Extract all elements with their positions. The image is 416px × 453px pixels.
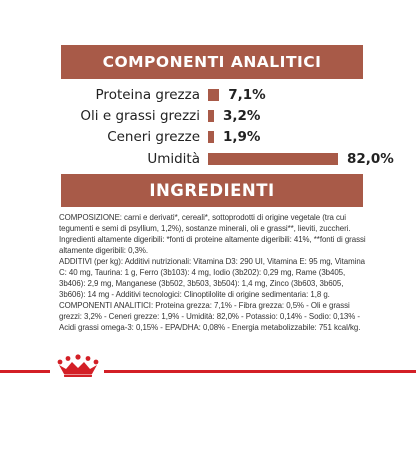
- analytic-row-label: Oli e grassi grezzi: [80, 108, 200, 124]
- analytic-row-bar: [208, 89, 219, 101]
- footer-line-right: [104, 370, 416, 373]
- analytic-row-label: Ceneri grezze: [107, 129, 200, 145]
- analytic-row: [0, 105, 416, 127]
- ingredients-text: [59, 212, 371, 333]
- analytic-row-value: 1,9%: [223, 129, 261, 145]
- analytic-row-value: 82,0%: [347, 151, 394, 167]
- analytic-row-value: 3,2%: [223, 108, 261, 124]
- crown-icon: [55, 354, 101, 378]
- analytic-row: [0, 126, 416, 148]
- analytic-row: [0, 148, 416, 170]
- additives-paragraph: ADDITIVI (per kg): Additivi nutrizionali: Vitamina D3: 290 UI, Vitamina E: 95 mg, Vitamina C: 40 mg, Taurina: 1 g, Ferro (3b103): 4 mg, Iodio (3b202): 0,29 mg, Rame (3b405, 3b406): 2,9 mg, Manganese (3b502, 3b503, 3b504): 1,4 mg, Zinco (3b603, 3b605, 3b606): 14 mg - Additivi tecnologici: Clinoptilolite di origine sedimentaria: 1,8 g.: [59, 257, 366, 299]
- ingredients-banner: INGREDIENTI: [61, 174, 363, 207]
- analytic-row: [0, 84, 416, 106]
- footer-line-left: [0, 370, 50, 373]
- analytic-row-label: Umidità: [147, 151, 200, 167]
- analytic-row-label: Proteina grezza: [95, 87, 200, 103]
- analytic-row-bar: [208, 110, 214, 122]
- analytic-row-bar: [208, 153, 338, 165]
- analytic-components-paragraph: COMPONENTI ANALITICI: Proteina grezza: 7,1% - Fibra grezza: 0,5% - Oli e grassi grezzi: 3,2% - Ceneri grezze: 1,9% - Umidità: 82,0% - Potassio: 0,14% - Sodio: 0,13% - Acidi grassi omega-3: 0,15% - EPA/DHA: 0,08% - Energia metabolizzabile: 751 kcal/kg.: [59, 301, 361, 332]
- analytic-row-value: 7,1%: [228, 87, 266, 103]
- analytic-row-bar: [208, 131, 214, 143]
- composition-paragraph: COMPOSIZIONE: carni e derivati*, cereali*, sottoprodotti di origine vegetale (tra cui tegumenti e semi di psyllium, 1,2%), sostanze minerali, oli e grassi**, lieviti, zuccheri. Ingredienti altamente digeribili: *fonti di proteine altamente digeribili: 41%, **fonti di grassi altamente digeribili: 0,3%.: [59, 213, 366, 255]
- analytic-components-banner: COMPONENTI ANALITICI: [61, 45, 363, 79]
